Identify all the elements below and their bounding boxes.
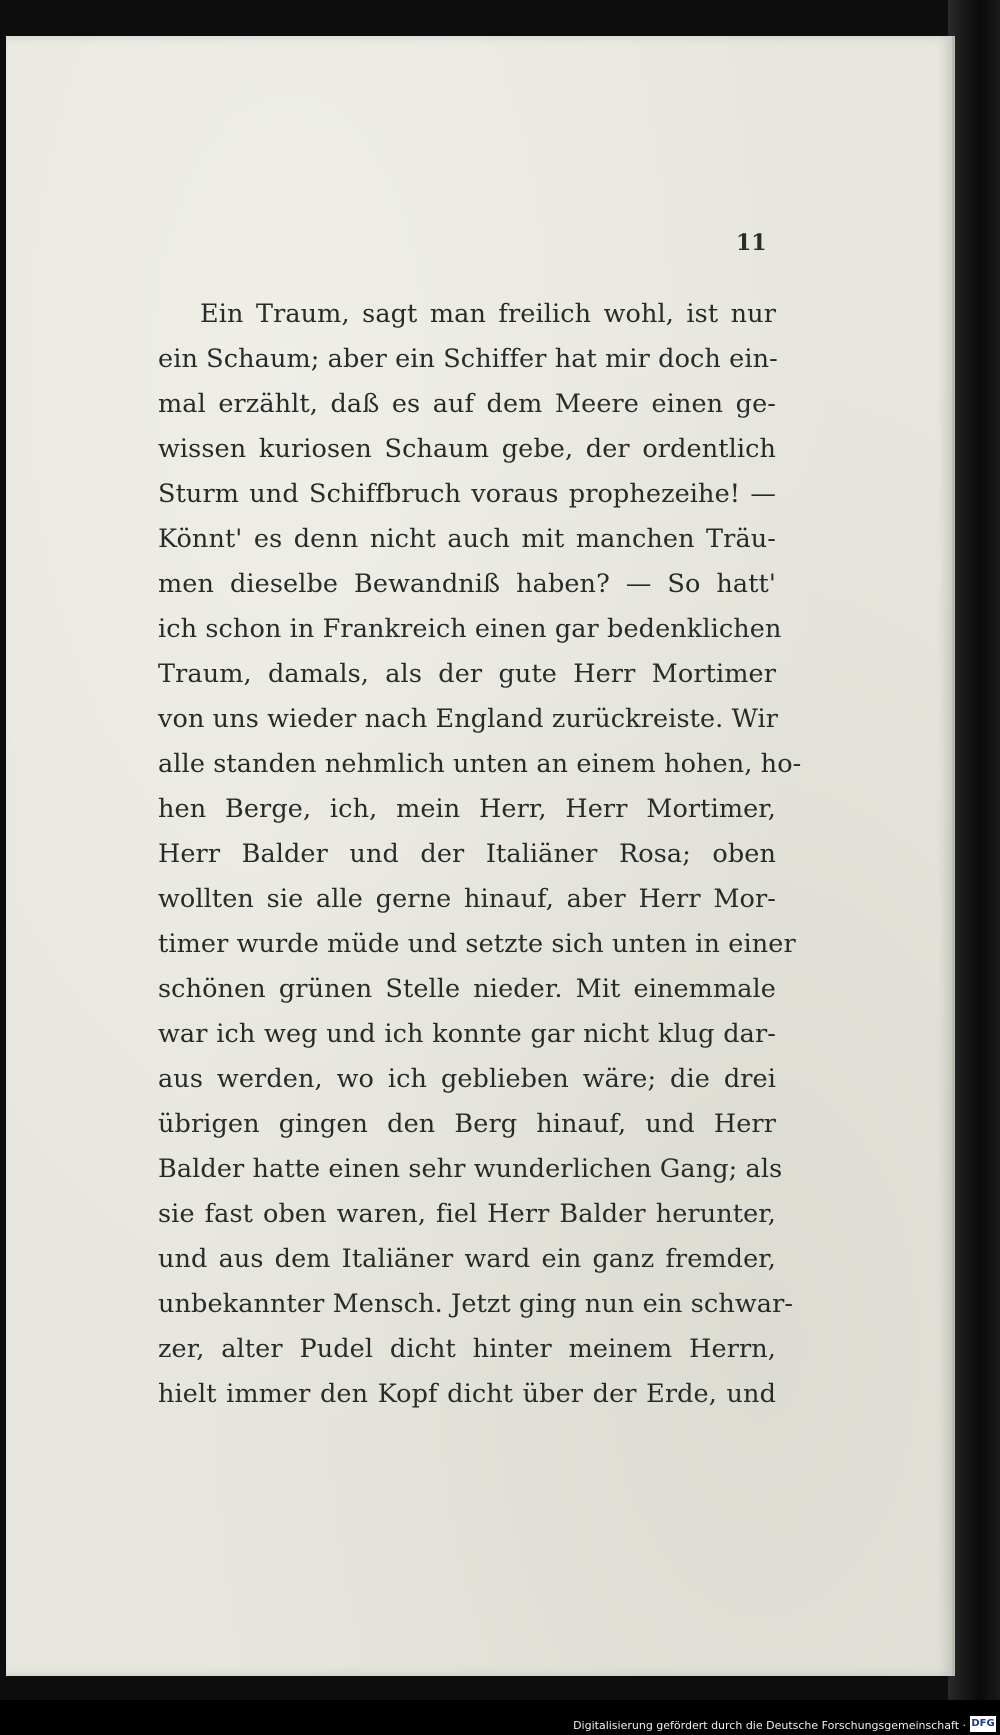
page-number: 11 <box>736 230 767 256</box>
body-text <box>158 292 802 1417</box>
text-line: schönen grünen Stelle nieder. Mit einemmale <box>158 974 776 1004</box>
text-line: Traum, damals, als der gute Herr Mortimer <box>158 659 776 689</box>
funding-credit: Digitalisierung gefördert durch die Deutsche Forschungsgemeinschaft · <box>573 1719 966 1732</box>
book-edge <box>948 0 1000 1700</box>
text-line: Balder hatte einen sehr wunderlichen Gang; als <box>158 1154 783 1184</box>
text-line: zer, alter Pudel dicht hinter meinem Herrn, <box>158 1334 776 1364</box>
book-page <box>6 36 955 1676</box>
text-line: timer wurde müde und setzte sich unten in einer <box>158 929 796 959</box>
text-line: ein Schaum; aber ein Schiffer hat mir doch ein- <box>158 344 778 374</box>
text-line: ich schon in Frankreich einen gar bedenklichen <box>158 614 782 644</box>
dfg-logo: DFG <box>970 1716 996 1732</box>
text-line: aus werden, wo ich geblieben wäre; die drei <box>158 1064 776 1094</box>
text-line: hielt immer den Kopf dicht über der Erde, und <box>158 1379 776 1409</box>
text-line: men dieselbe Bewandniß haben? — So hatt' <box>158 569 776 599</box>
text-line: mal erzählt, daß es auf dem Meere einen ge- <box>158 389 776 419</box>
text-line: hen Berge, ich, mein Herr, Herr Mortimer, <box>158 794 776 824</box>
text-line: wollten sie alle gerne hinauf, aber Herr Mor- <box>158 884 776 914</box>
text-line: von uns wieder nach England zurückreiste. Wir <box>158 704 778 734</box>
text-line: unbekannter Mensch. Jetzt ging nun ein schwar- <box>158 1289 794 1319</box>
text-line: Herr Balder und der Italiäner Rosa; oben <box>158 839 776 869</box>
text-line: Ein Traum, sagt man freilich wohl, ist nur <box>200 299 776 329</box>
text-line: übrigen gingen den Berg hinauf, und Herr <box>158 1109 776 1139</box>
text-line: war ich weg und ich konnte gar nicht klug dar- <box>158 1019 776 1049</box>
text-line: Sturm und Schiffbruch voraus prophezeihe! — <box>158 479 776 509</box>
text-line: und aus dem Italiäner ward ein ganz fremder, <box>158 1244 776 1274</box>
text-line: Könnt' es denn nicht auch mit manchen Träu- <box>158 524 776 554</box>
text-line: sie fast oben waren, fiel Herr Balder herunter, <box>158 1199 776 1229</box>
text-line: wissen kuriosen Schaum gebe, der ordentlich <box>158 434 776 464</box>
text-line: alle standen nehmlich unten an einem hohen, ho- <box>158 749 802 779</box>
